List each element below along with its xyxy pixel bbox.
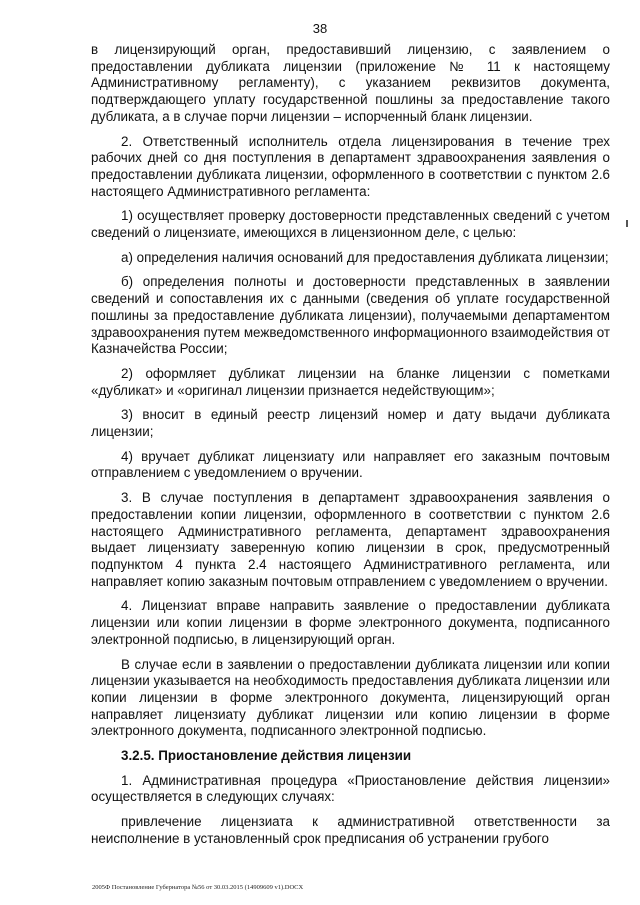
footer-filename: 2005Ф Постановление Губернатора №56 от 30.03.2015 (14909609 v1).DOCX bbox=[92, 884, 304, 891]
paragraph: 4) вручает дубликат лицензиату или направляет его заказным почтовым отправлением с уведомлением о вручении. bbox=[91, 448, 610, 481]
section-heading: 3.2.5. Приостановление действия лицензии bbox=[121, 748, 412, 764]
paragraph: б) определения полноты и достоверности представленных в заявлении сведений и сопоставления их с данными (сведения об уплате государственной пошлины за предоставление дубликата лицензии), получаемыми департаментом здравоохранения путем межведомственного информационного взаимодействия от Казначейства России; bbox=[91, 274, 610, 357]
paragraph: привлечение лицензиата к административной ответственности за неисполнение в установленный срок предписания об устранении грубого bbox=[91, 814, 610, 846]
document-body bbox=[91, 42, 610, 856]
paragraph: а) определения наличия оснований для предоставления дубликата лицензии; bbox=[121, 249, 609, 265]
paragraph: 3. В случае поступления в департамент здравоохранения заявления о предоставлении копии лицензии, оформленного в соответствии с пунктом 2.6 настоящего Административного регламента, департамент здравоохранения выдает лицензиату заверенную копию лицензии в срок, предусмотренный подпунктом 4 пункта 2.4 настоящего Административного регламента, или направляет копию заказным почтовым отправлением с уведомлением о вручении. bbox=[91, 490, 610, 589]
paragraph: 4. Лицензиат вправе направить заявление о предоставлении дубликата лицензии или копии лицензии в форме электронного документа, подписанного электронной подписью, в лицензирующий орган. bbox=[91, 598, 610, 647]
paragraph: 3) вносит в единый реестр лицензий номер и дату выдачи дубликата лицензии; bbox=[91, 407, 610, 440]
paragraph: В случае если в заявлении о предоставлении дубликата лицензии или копии лицензии указывается на необходимость предоставления дубликата лицензии или копии лицензии в форме электронного документа, лицензирующий орган направляет лицензиату дубликат лицензии или копию лицензии в форме электронного документа, подписанного электронной подписью. bbox=[91, 656, 610, 739]
paragraph: 1) осуществляет проверку достоверности представленных сведений с учетом сведений о лицензиате, имеющихся в лицензионном деле, с целью: bbox=[91, 208, 610, 241]
paragraph: 2) оформляет дубликат лицензии на бланке лицензии с пометками «дубликат» и «оригинал лицензии признается недействующим»; bbox=[91, 365, 610, 398]
paragraph: 1. Административная процедура «Приостановление действия лицензии» осуществляется в следующих случаях: bbox=[91, 772, 610, 805]
margin-mark bbox=[626, 220, 628, 227]
page-number: 38 bbox=[312, 21, 328, 36]
paragraph: в лицензирующий орган, предоставивший лицензию, с заявлением о предоставлении дубликата лицензии (приложение № 11 к настоящему Административному регламенту), с указанием реквизитов документа, подтверждающего уплату государственной пошлины за предоставление такого дубликата, а в случае порчи лицензии – испорченный бланк лицензии. bbox=[91, 42, 610, 124]
paragraph: 2. Ответственный исполнитель отдела лицензирования в течение трех рабочих дней со дня поступления в департамент здравоохранения заявления о предоставлении дубликата лицензии, оформленного в соответствии с пунктом 2.6 настоящего Административного регламента: bbox=[91, 133, 610, 199]
